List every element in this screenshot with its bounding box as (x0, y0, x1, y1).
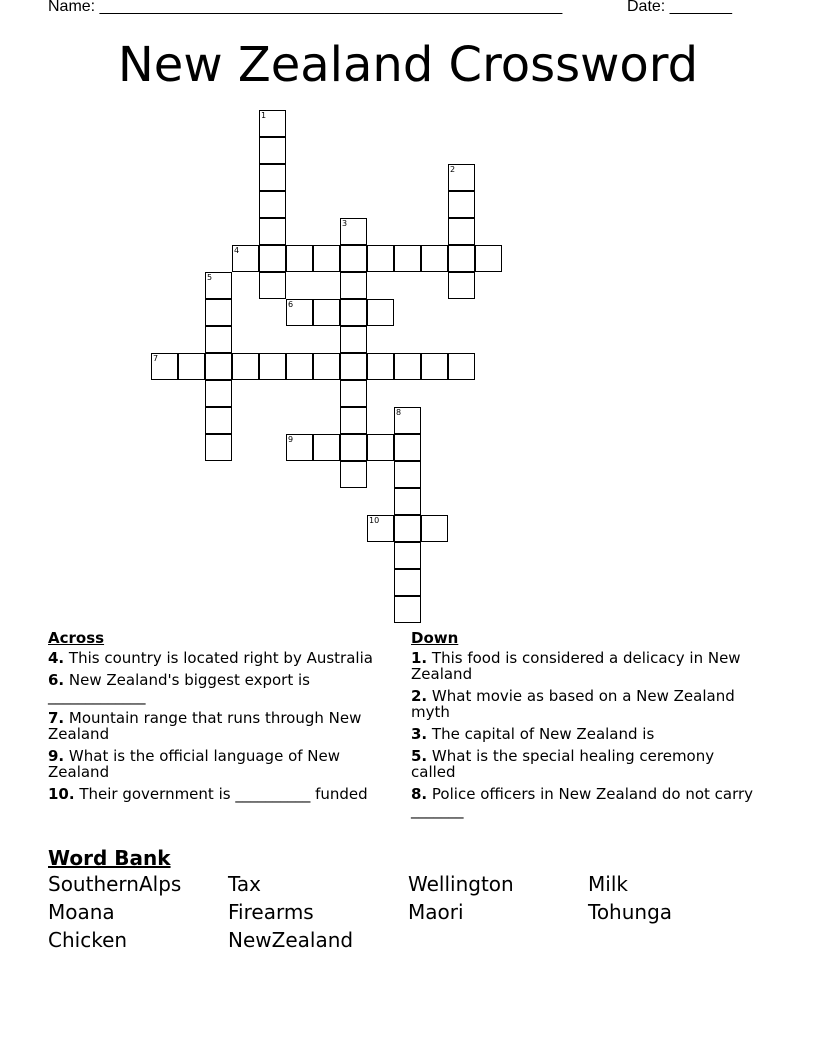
grid-cell[interactable] (313, 245, 340, 272)
grid-cell[interactable] (448, 272, 475, 299)
clue-number-label: 5 (207, 273, 213, 282)
grid-cell[interactable] (367, 299, 394, 326)
clue-text: What movie as based on a New Zealand myth (411, 687, 735, 721)
clue-number: 7. (48, 709, 65, 727)
clue-number-label: 1 (261, 111, 267, 120)
grid-cell[interactable] (394, 542, 421, 569)
grid-cell[interactable] (286, 245, 313, 272)
grid-cell[interactable] (340, 353, 367, 380)
grid-cell[interactable] (259, 218, 286, 245)
down-clue-8 (411, 786, 756, 818)
clue-number: 6. (48, 671, 65, 689)
across-clue-4 (48, 650, 400, 666)
grid-cell[interactable] (340, 434, 367, 461)
grid-cell[interactable] (340, 326, 367, 353)
clue-number: 5. (411, 747, 428, 765)
word-bank-item: NewZealand (228, 928, 354, 952)
grid-cell[interactable] (313, 299, 340, 326)
grid-cell[interactable] (394, 434, 421, 461)
clue-number-label: 9 (288, 435, 294, 444)
grid-cell[interactable] (340, 407, 367, 434)
clue-number: 10. (48, 785, 75, 803)
grid-cell[interactable] (394, 461, 421, 488)
clue-text: This country is located right by Australia (68, 649, 373, 667)
down-clue-5 (411, 748, 756, 780)
grid-cell[interactable] (259, 137, 286, 164)
word-bank-item: Wellington (408, 872, 514, 896)
grid-cell[interactable] (259, 353, 286, 380)
clue-text: Mountain range that runs through New Zealand (48, 709, 362, 743)
grid-cell[interactable] (394, 515, 421, 542)
grid-cell[interactable] (232, 353, 259, 380)
word-bank-item: Tax (228, 872, 261, 896)
grid-cell[interactable] (205, 326, 232, 353)
clue-text: Police officers in New Zealand do not carry _______ (411, 785, 754, 819)
across-clue-6 (48, 672, 400, 704)
grid-cell[interactable] (340, 245, 367, 272)
clue-text: This food is considered a delicacy in New Zealand (411, 649, 741, 683)
word-bank (48, 872, 768, 952)
clue-number-label: 7 (153, 354, 159, 363)
clue-text: New Zealand's biggest export is _____________ (48, 671, 310, 705)
clue-number-label: 6 (288, 300, 294, 309)
grid-cell[interactable] (394, 245, 421, 272)
grid-cell[interactable] (394, 488, 421, 515)
grid-cell[interactable] (394, 353, 421, 380)
clue-number: 1. (411, 649, 428, 667)
grid-cell[interactable] (205, 353, 232, 380)
clue-number: 8. (411, 785, 428, 803)
word-bank-item: SouthernAlps (48, 872, 182, 896)
down-heading: Down (411, 629, 459, 647)
clue-text: What is the special healing ceremony called (411, 747, 715, 781)
grid-cell[interactable] (421, 515, 448, 542)
clue-number-label: 4 (234, 246, 240, 255)
grid-cell[interactable] (394, 596, 421, 623)
grid-cell[interactable] (367, 434, 394, 461)
across-clues (48, 630, 400, 808)
down-clues (411, 630, 756, 824)
grid-cell[interactable] (205, 434, 232, 461)
clue-number: 3. (411, 725, 428, 743)
grid-cell[interactable] (448, 245, 475, 272)
grid-cell[interactable] (448, 353, 475, 380)
grid-cell[interactable] (205, 380, 232, 407)
grid-cell[interactable] (313, 434, 340, 461)
grid-cell[interactable] (421, 245, 448, 272)
clue-number-label: 3 (342, 219, 348, 228)
clue-number: 4. (48, 649, 65, 667)
down-clue-2 (411, 688, 756, 720)
grid-cell[interactable] (205, 299, 232, 326)
grid-cell[interactable] (286, 353, 313, 380)
grid-cell[interactable] (259, 272, 286, 299)
word-bank-item: Tohunga (588, 900, 673, 924)
grid-cell[interactable] (475, 245, 502, 272)
clue-number-label: 10 (369, 516, 380, 525)
word-bank-item: Moana (48, 900, 115, 924)
grid-cell[interactable] (448, 191, 475, 218)
across-clue-10 (48, 786, 400, 802)
grid-cell[interactable] (178, 353, 205, 380)
grid-cell[interactable] (259, 164, 286, 191)
date-field-label[interactable]: Date: _______ (627, 0, 732, 15)
grid-cell[interactable] (313, 353, 340, 380)
grid-cell[interactable] (394, 569, 421, 596)
word-bank-item: Maori (408, 900, 464, 924)
grid-cell[interactable] (259, 191, 286, 218)
across-heading: Across (48, 629, 105, 647)
down-clue-1 (411, 650, 756, 682)
grid-cell[interactable] (205, 407, 232, 434)
across-clue-7 (48, 710, 400, 742)
word-bank-title: Word Bank (48, 846, 171, 870)
grid-cell[interactable] (259, 245, 286, 272)
clue-text: What is the official language of New Zealand (48, 747, 341, 781)
grid-cell[interactable] (340, 299, 367, 326)
across-clue-9 (48, 748, 400, 780)
grid-cell[interactable] (448, 218, 475, 245)
word-bank-item: Chicken (48, 928, 128, 952)
grid-cell[interactable] (340, 272, 367, 299)
clue-text: The capital of New Zealand is (431, 725, 655, 743)
clue-number: 2. (411, 687, 428, 705)
word-bank-item: Milk (588, 872, 628, 896)
page-title: New Zealand Crossword (117, 37, 699, 93)
clue-text: Their government is __________ funded (79, 785, 368, 803)
clue-number: 9. (48, 747, 65, 765)
down-clue-3 (411, 726, 756, 742)
grid-cell[interactable] (367, 353, 394, 380)
word-bank-item: Firearms (228, 900, 314, 924)
grid-cell[interactable] (367, 245, 394, 272)
name-field-label[interactable]: Name: ____________________________________________________ (48, 0, 563, 15)
grid-cell[interactable] (340, 461, 367, 488)
grid-cell[interactable] (340, 380, 367, 407)
grid-cell[interactable] (421, 353, 448, 380)
clue-number-label: 8 (396, 408, 402, 417)
clue-number-label: 2 (450, 165, 456, 174)
